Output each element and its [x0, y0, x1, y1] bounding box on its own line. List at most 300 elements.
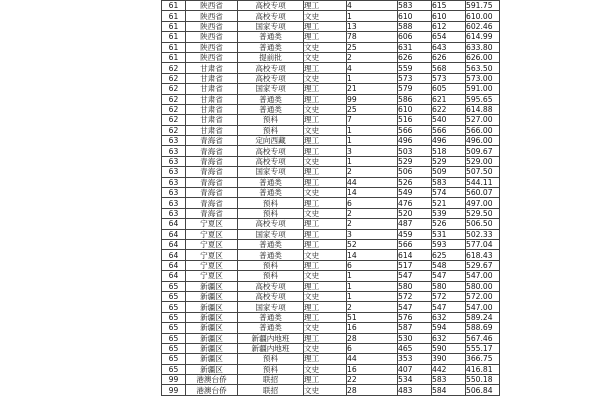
province-code-cell: 63	[162, 198, 186, 208]
subject-type-cell: 理工	[304, 115, 347, 125]
subject-type-cell: 理工	[304, 333, 347, 343]
province-code-cell: 61	[162, 11, 186, 21]
max-score-cell: 566	[398, 239, 432, 249]
province-cell: 宁夏区	[186, 219, 238, 229]
table-row	[162, 104, 500, 114]
province-code-cell: 99	[162, 385, 186, 395]
subject-type-cell: 文史	[304, 156, 347, 166]
table-row	[162, 11, 500, 21]
province-cell: 陕西省	[186, 42, 238, 52]
max-score-cell: 626	[398, 52, 432, 62]
min-score-cell: 612	[432, 21, 466, 31]
avg-score-cell: 580.00	[466, 281, 500, 291]
avg-score-cell: 591.00	[466, 84, 500, 94]
admitted-count-cell: 13	[347, 21, 398, 31]
admitted-count-cell: 3	[347, 229, 398, 239]
max-score-cell: 534	[398, 375, 432, 385]
subject-type-cell: 理工	[304, 375, 347, 385]
subject-type-cell: 理工	[304, 219, 347, 229]
avg-score-cell: 566.00	[466, 125, 500, 135]
admitted-count-cell: 1	[347, 281, 398, 291]
subject-type-cell: 理工	[304, 63, 347, 73]
avg-score-cell: 529.00	[466, 156, 500, 166]
avg-score-cell: 544.11	[466, 177, 500, 187]
province-cell: 青海省	[186, 167, 238, 177]
subject-type-cell: 理工	[304, 1, 347, 11]
table-row	[162, 343, 500, 353]
province-code-cell: 61	[162, 52, 186, 62]
subject-type-cell: 理工	[304, 167, 347, 177]
province-cell: 甘肃省	[186, 104, 238, 114]
min-score-cell: 643	[432, 42, 466, 52]
province-code-cell: 63	[162, 167, 186, 177]
min-score-cell: 632	[432, 312, 466, 322]
province-cell: 港澳台侨	[186, 375, 238, 385]
table-row	[162, 302, 500, 312]
province-code-cell: 65	[162, 323, 186, 333]
min-score-cell: 610	[432, 11, 466, 21]
table-row	[162, 1, 500, 11]
avg-score-cell: 591.75	[466, 1, 500, 11]
province-code-cell: 63	[162, 156, 186, 166]
province-cell: 新疆区	[186, 312, 238, 322]
province-code-cell: 64	[162, 239, 186, 249]
table-row	[162, 84, 500, 94]
max-score-cell: 610	[398, 104, 432, 114]
subject-type-cell: 文史	[304, 364, 347, 374]
admitted-count-cell: 16	[347, 323, 398, 333]
table-row	[162, 312, 500, 322]
min-score-cell: 593	[432, 239, 466, 249]
admitted-count-cell: 1	[347, 125, 398, 135]
table-row	[162, 52, 500, 62]
avg-score-cell: 633.80	[466, 42, 500, 52]
province-code-cell: 65	[162, 291, 186, 301]
admitted-count-cell: 99	[347, 94, 398, 104]
max-score-cell: 580	[398, 281, 432, 291]
table-row	[162, 271, 500, 281]
admitted-count-cell: 1	[347, 136, 398, 146]
province-cell: 宁夏区	[186, 271, 238, 281]
avg-score-cell: 496.00	[466, 136, 500, 146]
table-row	[162, 21, 500, 31]
max-score-cell: 516	[398, 115, 432, 125]
province-code-cell: 62	[162, 115, 186, 125]
min-score-cell: 442	[432, 364, 466, 374]
avg-score-cell: 595.65	[466, 94, 500, 104]
avg-score-cell: 618.43	[466, 250, 500, 260]
max-score-cell: 588	[398, 21, 432, 31]
min-score-cell: 518	[432, 146, 466, 156]
avg-score-cell: 507.50	[466, 167, 500, 177]
province-cell: 甘肃省	[186, 84, 238, 94]
table-row	[162, 291, 500, 301]
min-score-cell: 622	[432, 104, 466, 114]
table-row	[162, 375, 500, 385]
province-cell: 甘肃省	[186, 94, 238, 104]
table-row	[162, 136, 500, 146]
max-score-cell: 579	[398, 84, 432, 94]
avg-score-cell: 610.00	[466, 11, 500, 21]
admitted-count-cell: 1	[347, 271, 398, 281]
table-row	[162, 188, 500, 198]
min-score-cell: 572	[432, 291, 466, 301]
subject-type-cell: 文史	[304, 208, 347, 218]
admitted-count-cell: 3	[347, 146, 398, 156]
min-score-cell: 574	[432, 188, 466, 198]
max-score-cell: 487	[398, 219, 432, 229]
admitted-count-cell: 78	[347, 32, 398, 42]
avg-score-cell: 497.00	[466, 198, 500, 208]
province-cell: 甘肃省	[186, 115, 238, 125]
batch-cell: 预科	[238, 271, 304, 281]
avg-score-cell: 506.50	[466, 219, 500, 229]
max-score-cell: 614	[398, 250, 432, 260]
batch-cell: 普通类	[238, 94, 304, 104]
max-score-cell: 547	[398, 302, 432, 312]
batch-cell: 新疆内地班	[238, 333, 304, 343]
batch-cell: 普通类	[238, 312, 304, 322]
admitted-count-cell: 21	[347, 84, 398, 94]
table-row	[162, 354, 500, 364]
province-code-cell: 65	[162, 281, 186, 291]
batch-cell: 国家专项	[238, 21, 304, 31]
min-score-cell: 566	[432, 125, 466, 135]
province-code-cell: 62	[162, 104, 186, 114]
subject-type-cell: 理工	[304, 146, 347, 156]
province-code-cell: 61	[162, 32, 186, 42]
province-code-cell: 64	[162, 219, 186, 229]
admitted-count-cell: 44	[347, 354, 398, 364]
admitted-count-cell: 52	[347, 239, 398, 249]
avg-score-cell: 547.00	[466, 302, 500, 312]
max-score-cell: 520	[398, 208, 432, 218]
max-score-cell: 559	[398, 63, 432, 73]
province-code-cell: 63	[162, 208, 186, 218]
admitted-count-cell: 28	[347, 385, 398, 395]
province-code-cell: 62	[162, 84, 186, 94]
province-cell: 新疆区	[186, 281, 238, 291]
admitted-count-cell: 6	[347, 260, 398, 270]
admitted-count-cell: 1	[347, 73, 398, 83]
province-cell: 青海省	[186, 136, 238, 146]
batch-cell: 高校专项	[238, 11, 304, 21]
batch-cell: 高校专项	[238, 291, 304, 301]
table-row	[162, 73, 500, 83]
province-cell: 青海省	[186, 156, 238, 166]
batch-cell: 预科	[238, 208, 304, 218]
province-code-cell: 65	[162, 354, 186, 364]
province-code-cell: 62	[162, 73, 186, 83]
max-score-cell: 459	[398, 229, 432, 239]
province-code-cell: 65	[162, 333, 186, 343]
province-cell: 青海省	[186, 188, 238, 198]
admitted-count-cell: 1	[347, 291, 398, 301]
avg-score-cell: 550.18	[466, 375, 500, 385]
province-cell: 港澳台侨	[186, 385, 238, 395]
table-row	[162, 198, 500, 208]
max-score-cell: 353	[398, 354, 432, 364]
province-code-cell: 62	[162, 94, 186, 104]
admitted-count-cell: 1	[347, 156, 398, 166]
province-code-cell: 63	[162, 188, 186, 198]
table-row	[162, 323, 500, 333]
max-score-cell: 583	[398, 1, 432, 11]
batch-cell: 预科	[238, 115, 304, 125]
max-score-cell: 572	[398, 291, 432, 301]
table-row	[162, 32, 500, 42]
province-code-cell: 62	[162, 125, 186, 135]
table-row	[162, 385, 500, 395]
province-code-cell: 61	[162, 1, 186, 11]
max-score-cell: 517	[398, 260, 432, 270]
subject-type-cell: 文史	[304, 11, 347, 21]
subject-type-cell: 理工	[304, 94, 347, 104]
batch-cell: 预科	[238, 198, 304, 208]
min-score-cell: 590	[432, 343, 466, 353]
avg-score-cell: 563.50	[466, 63, 500, 73]
avg-score-cell: 572.00	[466, 291, 500, 301]
province-cell: 青海省	[186, 177, 238, 187]
avg-score-cell: 614.88	[466, 104, 500, 114]
table-body	[162, 1, 500, 396]
batch-cell: 预科	[238, 125, 304, 135]
admitted-count-cell: 25	[347, 42, 398, 52]
min-score-cell: 548	[432, 260, 466, 270]
avg-score-cell: 547.00	[466, 271, 500, 281]
province-cell: 新疆区	[186, 291, 238, 301]
province-code-cell: 64	[162, 271, 186, 281]
max-score-cell: 483	[398, 385, 432, 395]
province-code-cell: 63	[162, 177, 186, 187]
avg-score-cell: 366.75	[466, 354, 500, 364]
max-score-cell: 526	[398, 177, 432, 187]
admission-score-table	[161, 0, 500, 396]
province-code-cell: 63	[162, 146, 186, 156]
max-score-cell: 610	[398, 11, 432, 21]
admitted-count-cell: 2	[347, 52, 398, 62]
subject-type-cell: 文史	[304, 42, 347, 52]
province-cell: 青海省	[186, 146, 238, 156]
min-score-cell: 615	[432, 1, 466, 11]
province-cell: 新疆区	[186, 323, 238, 333]
admitted-count-cell: 28	[347, 333, 398, 343]
avg-score-cell: 529.67	[466, 260, 500, 270]
min-score-cell: 583	[432, 375, 466, 385]
min-score-cell: 529	[432, 156, 466, 166]
admitted-count-cell: 7	[347, 115, 398, 125]
province-code-cell: 65	[162, 302, 186, 312]
min-score-cell: 625	[432, 250, 466, 260]
batch-cell: 国家专项	[238, 302, 304, 312]
admitted-count-cell: 25	[347, 104, 398, 114]
avg-score-cell: 573.00	[466, 73, 500, 83]
subject-type-cell: 文史	[304, 52, 347, 62]
max-score-cell: 631	[398, 42, 432, 52]
admitted-count-cell: 44	[347, 177, 398, 187]
province-cell: 宁夏区	[186, 239, 238, 249]
min-score-cell: 390	[432, 354, 466, 364]
avg-score-cell: 506.84	[466, 385, 500, 395]
admitted-count-cell: 2	[347, 219, 398, 229]
avg-score-cell: 626.00	[466, 52, 500, 62]
province-code-cell: 62	[162, 63, 186, 73]
batch-cell: 国家专项	[238, 167, 304, 177]
table-row	[162, 219, 500, 229]
min-score-cell: 526	[432, 219, 466, 229]
table-row	[162, 333, 500, 343]
batch-cell: 定向西藏	[238, 136, 304, 146]
min-score-cell: 654	[432, 32, 466, 42]
table-row	[162, 125, 500, 135]
province-cell: 新疆区	[186, 343, 238, 353]
avg-score-cell: 509.67	[466, 146, 500, 156]
subject-type-cell: 理工	[304, 32, 347, 42]
province-code-cell: 63	[162, 136, 186, 146]
max-score-cell: 566	[398, 125, 432, 135]
batch-cell: 新疆内地班	[238, 343, 304, 353]
province-cell: 新疆区	[186, 302, 238, 312]
admitted-count-cell: 2	[347, 302, 398, 312]
subject-type-cell: 文史	[304, 385, 347, 395]
table-row	[162, 364, 500, 374]
subject-type-cell: 理工	[304, 354, 347, 364]
max-score-cell: 530	[398, 333, 432, 343]
subject-type-cell: 理工	[304, 239, 347, 249]
batch-cell: 普通类	[238, 104, 304, 114]
table-row	[162, 167, 500, 177]
subject-type-cell: 文史	[304, 250, 347, 260]
avg-score-cell: 567.46	[466, 333, 500, 343]
province-cell: 甘肃省	[186, 125, 238, 135]
min-score-cell: 540	[432, 115, 466, 125]
table-row	[162, 146, 500, 156]
max-score-cell: 576	[398, 312, 432, 322]
min-score-cell: 584	[432, 385, 466, 395]
table-row	[162, 250, 500, 260]
admitted-count-cell: 6	[347, 343, 398, 353]
admitted-count-cell: 2	[347, 208, 398, 218]
admitted-count-cell: 2	[347, 167, 398, 177]
admitted-count-cell: 51	[347, 312, 398, 322]
batch-cell: 预科	[238, 354, 304, 364]
avg-score-cell: 589.24	[466, 312, 500, 322]
batch-cell: 高校专项	[238, 63, 304, 73]
batch-cell: 普通类	[238, 42, 304, 52]
min-score-cell: 521	[432, 198, 466, 208]
batch-cell: 联招	[238, 385, 304, 395]
min-score-cell: 632	[432, 333, 466, 343]
subject-type-cell: 文史	[304, 343, 347, 353]
batch-cell: 高校专项	[238, 1, 304, 11]
subject-type-cell: 理工	[304, 84, 347, 94]
subject-type-cell: 理工	[304, 229, 347, 239]
min-score-cell: 626	[432, 52, 466, 62]
avg-score-cell: 527.00	[466, 115, 500, 125]
table-row	[162, 156, 500, 166]
table-row	[162, 115, 500, 125]
province-cell: 甘肃省	[186, 73, 238, 83]
province-cell: 陕西省	[186, 32, 238, 42]
province-code-cell: 61	[162, 42, 186, 52]
province-code-cell: 64	[162, 260, 186, 270]
province-cell: 宁夏区	[186, 260, 238, 270]
batch-cell: 提前批	[238, 52, 304, 62]
batch-cell: 高校专项	[238, 219, 304, 229]
province-cell: 陕西省	[186, 1, 238, 11]
table-row	[162, 208, 500, 218]
province-code-cell: 64	[162, 229, 186, 239]
batch-cell: 普通类	[238, 32, 304, 42]
province-cell: 新疆区	[186, 333, 238, 343]
subject-type-cell: 文史	[304, 271, 347, 281]
max-score-cell: 547	[398, 271, 432, 281]
province-cell: 陕西省	[186, 21, 238, 31]
admitted-count-cell: 14	[347, 188, 398, 198]
subject-type-cell: 文史	[304, 188, 347, 198]
province-code-cell: 64	[162, 250, 186, 260]
province-code-cell: 65	[162, 312, 186, 322]
max-score-cell: 407	[398, 364, 432, 374]
max-score-cell: 587	[398, 323, 432, 333]
avg-score-cell: 555.17	[466, 343, 500, 353]
province-cell: 陕西省	[186, 52, 238, 62]
subject-type-cell: 理工	[304, 260, 347, 270]
table-row	[162, 63, 500, 73]
province-cell: 宁夏区	[186, 229, 238, 239]
min-score-cell: 583	[432, 177, 466, 187]
subject-type-cell: 文史	[304, 125, 347, 135]
subject-type-cell: 理工	[304, 312, 347, 322]
table-row	[162, 229, 500, 239]
admitted-count-cell: 4	[347, 63, 398, 73]
admitted-count-cell: 16	[347, 364, 398, 374]
province-code-cell: 65	[162, 364, 186, 374]
admitted-count-cell: 14	[347, 250, 398, 260]
batch-cell: 普通类	[238, 239, 304, 249]
province-cell: 青海省	[186, 198, 238, 208]
avg-score-cell: 614.99	[466, 32, 500, 42]
min-score-cell: 539	[432, 208, 466, 218]
province-cell: 甘肃省	[186, 63, 238, 73]
min-score-cell: 496	[432, 136, 466, 146]
min-score-cell: 573	[432, 73, 466, 83]
table-row	[162, 94, 500, 104]
max-score-cell: 549	[398, 188, 432, 198]
min-score-cell: 547	[432, 302, 466, 312]
min-score-cell: 594	[432, 323, 466, 333]
admitted-count-cell: 6	[347, 198, 398, 208]
batch-cell: 普通类	[238, 323, 304, 333]
batch-cell: 预科	[238, 260, 304, 270]
batch-cell: 预科	[238, 364, 304, 374]
max-score-cell: 573	[398, 73, 432, 83]
table-row	[162, 281, 500, 291]
subject-type-cell: 文史	[304, 104, 347, 114]
min-score-cell: 568	[432, 63, 466, 73]
subject-type-cell: 文史	[304, 73, 347, 83]
min-score-cell: 531	[432, 229, 466, 239]
batch-cell: 联招	[238, 375, 304, 385]
province-cell: 青海省	[186, 208, 238, 218]
min-score-cell: 547	[432, 271, 466, 281]
max-score-cell: 465	[398, 343, 432, 353]
province-cell: 新疆区	[186, 364, 238, 374]
subject-type-cell: 理工	[304, 136, 347, 146]
batch-cell: 国家专项	[238, 84, 304, 94]
avg-score-cell: 502.33	[466, 229, 500, 239]
avg-score-cell: 602.46	[466, 21, 500, 31]
